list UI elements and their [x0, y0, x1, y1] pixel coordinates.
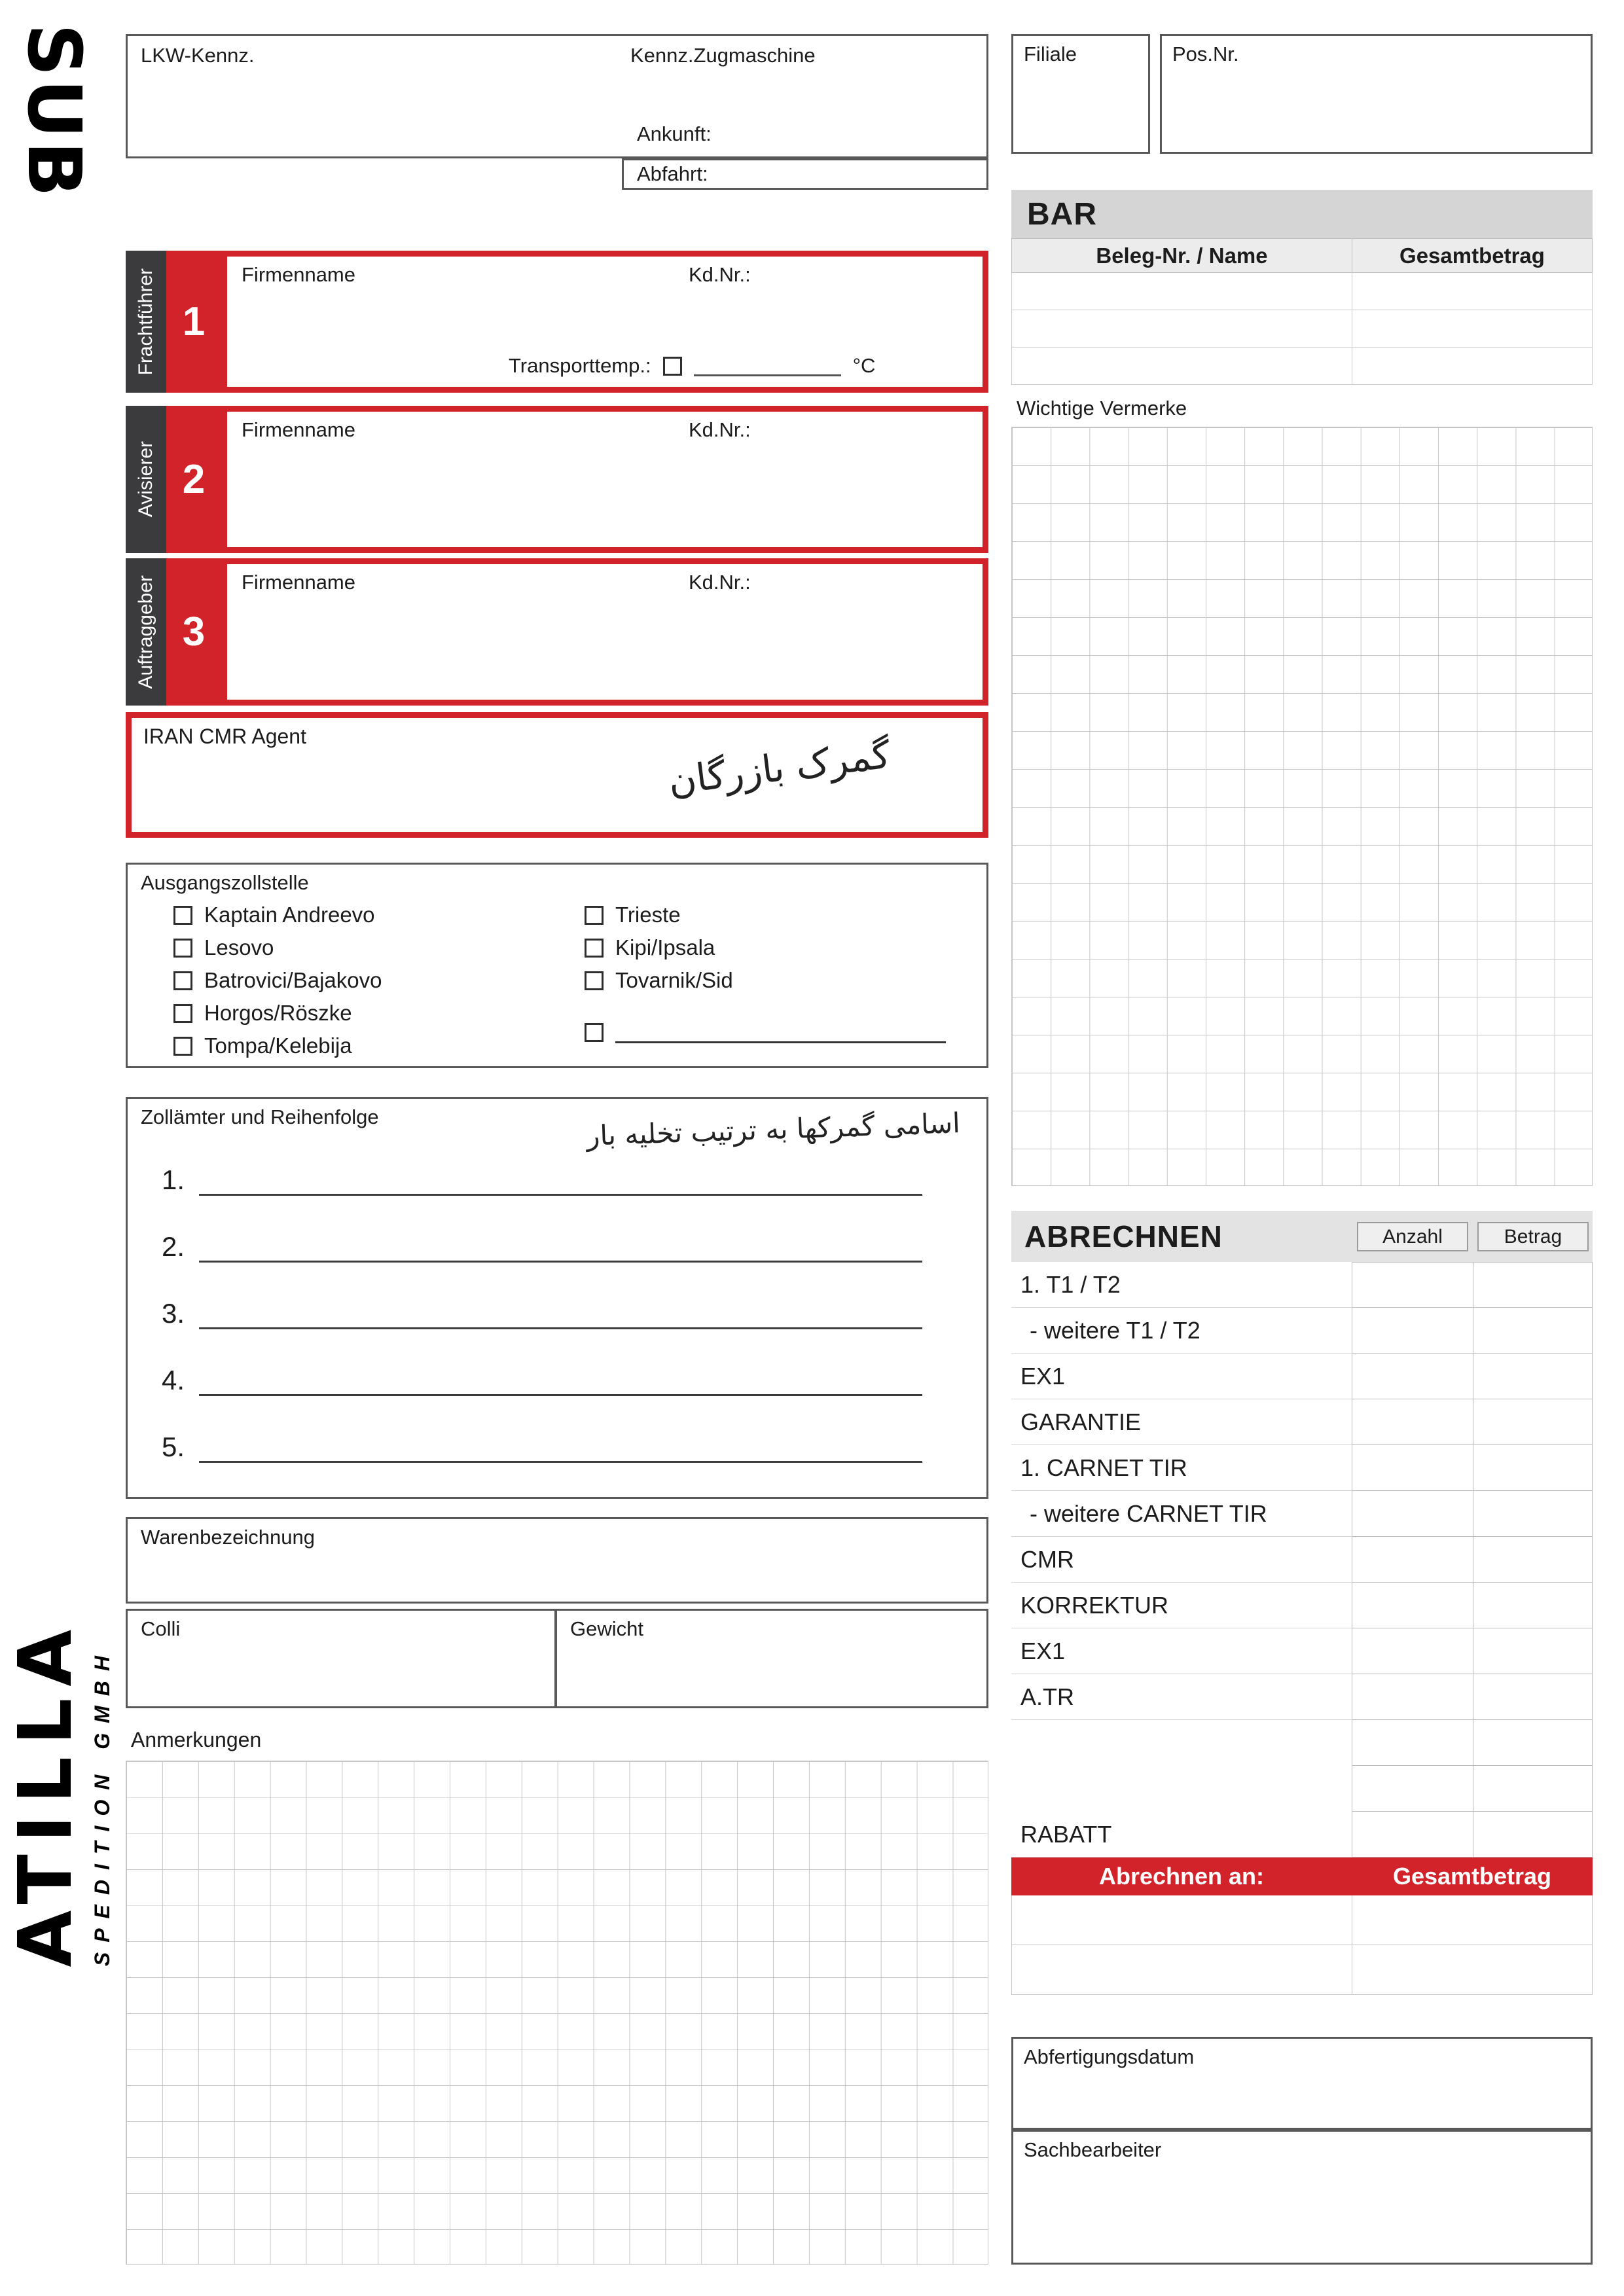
- zollstelle-checkbox[interactable]: [173, 906, 192, 925]
- anzahl-cell[interactable]: [1352, 1308, 1473, 1354]
- kdnr-label: Kd.Nr.:: [689, 571, 751, 594]
- iran-cmr-agent-box[interactable]: [126, 712, 988, 838]
- abrechnen-row: [1011, 1583, 1593, 1628]
- anzahl-cell[interactable]: [1352, 1720, 1473, 1766]
- zollstelle-other-field[interactable]: [615, 1022, 946, 1043]
- abrechnen-an-field[interactable]: [1012, 1895, 1352, 1945]
- abrechnen-row: [1011, 1354, 1593, 1399]
- betrag-cell[interactable]: [1473, 1720, 1593, 1766]
- anzahl-cell[interactable]: [1352, 1399, 1473, 1445]
- abrechnen-panel: [1011, 1211, 1593, 1995]
- avisierer-field-box[interactable]: [221, 406, 988, 553]
- beleg-nr-name-header: Beleg-Nr. / Name: [1012, 239, 1352, 272]
- anzahl-cell[interactable]: [1352, 1674, 1473, 1720]
- line-number: 2.: [162, 1231, 185, 1262]
- transporttemp-label: Transporttemp.:: [509, 354, 651, 377]
- auftraggeber-field-box[interactable]: [221, 558, 988, 706]
- wichtige-vermerke-label: Wichtige Vermerke: [1017, 397, 1187, 420]
- abrechnen-footer-bar: [1011, 1857, 1593, 1895]
- abfahrt-label: Abfahrt:: [637, 162, 708, 185]
- bar-header: [1011, 190, 1593, 238]
- celsius-label: °C: [852, 354, 876, 377]
- zollstelle-option: [173, 935, 274, 960]
- transporttemp-checkbox[interactable]: [663, 357, 682, 376]
- betrag-cell[interactable]: [1473, 1354, 1593, 1399]
- abrechnen-header: [1011, 1211, 1593, 1262]
- zollstelle-checkbox[interactable]: [585, 971, 604, 990]
- abfertigungsdatum-label: Abfertigungsdatum: [1024, 2045, 1195, 2068]
- line-number: 4.: [162, 1365, 185, 1395]
- zollamt-line: [162, 1362, 922, 1396]
- atilla-logo: ATILLA: [3, 1618, 88, 1967]
- sub-logo: SUB: [11, 24, 96, 200]
- abrechnen-row-label: KORREKTUR: [1011, 1583, 1352, 1628]
- zollstelle-option: [585, 968, 733, 993]
- beleg-amount-cell[interactable]: [1352, 310, 1592, 347]
- section-avisierer: [126, 406, 988, 553]
- abrechnen-title: ABRECHNEN: [1024, 1219, 1223, 1253]
- anzahl-column-header: Anzahl: [1357, 1222, 1468, 1251]
- truck-plate-box[interactable]: [126, 34, 988, 158]
- zollamt-line-field[interactable]: [199, 1164, 922, 1196]
- abrechnen-row-label: EX1: [1011, 1628, 1352, 1674]
- zollstelle-option: [585, 903, 681, 927]
- zollstelle-checkbox[interactable]: [173, 971, 192, 990]
- lkw-kennz-label: LKW-Kennz.: [141, 44, 255, 67]
- abrechnen-row-label: A.TR: [1011, 1674, 1352, 1720]
- avisierer-side-strip: [126, 406, 166, 553]
- abrechnen-row: [1011, 1491, 1593, 1537]
- colli-box[interactable]: [126, 1609, 556, 1708]
- vermerke-grid[interactable]: [1011, 427, 1593, 1186]
- abrechnen-row-label: EX1: [1011, 1354, 1352, 1399]
- zollstelle-option-label: Tompa/Kelebija: [204, 1033, 352, 1058]
- section-frachtfuehrer: [126, 251, 988, 393]
- abrechnen-row-label: 1. CARNET TIR: [1011, 1445, 1352, 1491]
- bar-table-row: [1011, 348, 1593, 385]
- gesamtbetrag-field[interactable]: [1352, 1895, 1592, 1945]
- anzahl-cell[interactable]: [1352, 1445, 1473, 1491]
- bar-table: [1011, 238, 1593, 385]
- anzahl-cell[interactable]: [1352, 1491, 1473, 1537]
- bar-title: BAR: [1027, 196, 1097, 232]
- abrechnen-row: [1011, 1812, 1593, 1857]
- zollstelle-checkbox[interactable]: [173, 1004, 192, 1023]
- zollamt-line-field[interactable]: [199, 1230, 922, 1263]
- abrechnen-row-label: - weitere CARNET TIR: [1011, 1491, 1352, 1537]
- zollstelle-option: [585, 935, 715, 960]
- abrechnen-an-label: Abrechnen an:: [1098, 1863, 1265, 1890]
- anzahl-cell[interactable]: [1352, 1537, 1473, 1583]
- abrechnen-rows: [1011, 1262, 1593, 1857]
- section-number-3: 3: [166, 558, 221, 706]
- ausgangszollstelle-title: Ausgangszollstelle: [141, 871, 309, 894]
- betrag-cell[interactable]: [1473, 1537, 1593, 1583]
- betrag-cell[interactable]: [1473, 1262, 1593, 1308]
- anzahl-cell[interactable]: [1352, 1628, 1473, 1674]
- betrag-column-header: Betrag: [1477, 1222, 1589, 1251]
- anzahl-cell[interactable]: [1352, 1766, 1473, 1812]
- sachbearbeiter-label: Sachbearbeiter: [1024, 2138, 1162, 2161]
- zollstelle-option: [173, 903, 375, 927]
- frachtfuehrer-label: Frachtführer: [135, 268, 156, 376]
- zollstelle-option: [173, 1001, 352, 1026]
- abrechnen-row: [1011, 1308, 1593, 1354]
- zugmaschine-label: Kennz.Zugmaschine: [630, 44, 816, 67]
- bar-table-row: [1011, 273, 1593, 310]
- zollamt-line: [162, 1162, 922, 1196]
- beleg-name-cell[interactable]: [1012, 310, 1352, 347]
- iran-handwriting: گمرک بازرگان: [665, 732, 893, 804]
- zollamt-line-field[interactable]: [199, 1431, 922, 1463]
- anmerkungen-label: Anmerkungen: [131, 1728, 262, 1751]
- abrechnen-row-label: CMR: [1011, 1537, 1352, 1583]
- zollstelle-option-label: Batrovici/Bajakovo: [204, 968, 382, 992]
- abfahrt-box[interactable]: [622, 158, 988, 190]
- zollstelle-option-label: Lesovo: [204, 935, 274, 960]
- betrag-cell[interactable]: [1473, 1308, 1593, 1354]
- zollstelle-checkbox[interactable]: [585, 939, 604, 958]
- abrechnen-row-label: RABATT: [1011, 1812, 1352, 1857]
- beleg-name-cell[interactable]: [1012, 348, 1352, 384]
- bar-table-row: [1011, 310, 1593, 348]
- kdnr-label: Kd.Nr.:: [689, 418, 751, 441]
- betrag-cell[interactable]: [1473, 1812, 1593, 1857]
- posnr-box[interactable]: [1160, 34, 1593, 154]
- transporttemp-row: [509, 354, 875, 378]
- line-number: 5.: [162, 1431, 185, 1462]
- kdnr-label: Kd.Nr.:: [689, 263, 751, 286]
- section-auftraggeber: [126, 558, 988, 706]
- firmenname-label: Firmenname: [242, 571, 355, 594]
- zollstelle-option: [173, 1033, 352, 1058]
- gewicht-label: Gewicht: [570, 1617, 643, 1640]
- zollaemter-title: Zollämter und Reihenfolge: [141, 1105, 379, 1128]
- betrag-cell[interactable]: [1473, 1445, 1593, 1491]
- betrag-cell[interactable]: [1473, 1583, 1593, 1628]
- ausgangszollstelle-box: [126, 863, 988, 1068]
- betrag-cell[interactable]: [1473, 1766, 1593, 1812]
- frachtfuehrer-side-strip: [126, 251, 166, 393]
- warenbezeichnung-box[interactable]: [126, 1517, 988, 1604]
- betrag-cell[interactable]: [1473, 1399, 1593, 1445]
- warenbezeichnung-label: Warenbezeichnung: [141, 1526, 315, 1549]
- gewicht-box[interactable]: [555, 1609, 988, 1708]
- zollstelle-checkbox[interactable]: [173, 939, 192, 958]
- abrechnen-row-label: [1011, 1720, 1352, 1766]
- abrechnen-row: [1011, 1445, 1593, 1491]
- anzahl-cell[interactable]: [1352, 1262, 1473, 1308]
- auftraggeber-label: Auftraggeber: [135, 575, 156, 689]
- abrechnen-total-row: [1011, 1895, 1593, 1945]
- betrag-cell[interactable]: [1473, 1491, 1593, 1537]
- zollamt-line-field[interactable]: [199, 1364, 922, 1396]
- zollstelle-checkbox[interactable]: [585, 906, 604, 925]
- auftraggeber-side-strip: [126, 558, 166, 706]
- abrechnen-row: [1011, 1628, 1593, 1674]
- abfertigungsdatum-box[interactable]: [1011, 2037, 1593, 2130]
- zollstelle-option: [173, 968, 382, 993]
- sachbearbeiter-box[interactable]: [1011, 2130, 1593, 2265]
- section-number-1: 1: [166, 251, 221, 393]
- anzahl-cell[interactable]: [1352, 1583, 1473, 1628]
- abrechnen-row-label: [1011, 1766, 1352, 1812]
- zollstelle-checkbox[interactable]: [173, 1037, 192, 1056]
- zollstelle-option-other: [585, 1022, 946, 1043]
- zollamt-line: [162, 1295, 922, 1329]
- bar-table-header: [1011, 238, 1593, 273]
- avisierer-label: Avisierer: [135, 441, 156, 518]
- transporttemp-value-field[interactable]: [694, 356, 841, 376]
- betrag-cell[interactable]: [1473, 1628, 1593, 1674]
- colli-label: Colli: [141, 1617, 181, 1640]
- posnr-label: Pos.Nr.: [1172, 43, 1239, 65]
- abrechnen-row-label: GARANTIE: [1011, 1399, 1352, 1445]
- zollstelle-option-label: Kaptain Andreevo: [204, 903, 375, 927]
- line-number: 3.: [162, 1298, 185, 1329]
- betrag-cell[interactable]: [1473, 1674, 1593, 1720]
- zollamt-line: [162, 1429, 922, 1463]
- beleg-name-cell[interactable]: [1012, 273, 1352, 310]
- abrechnen-row: [1011, 1720, 1593, 1766]
- gesamtbetrag-label: Gesamtbetrag: [1392, 1863, 1552, 1890]
- spedition-gmbh-logo: SPEDITION GMBH: [90, 1646, 114, 1967]
- zollamt-line: [162, 1229, 922, 1263]
- anzahl-cell[interactable]: [1352, 1812, 1473, 1857]
- zollstelle-option-label: Tovarnik/Sid: [615, 968, 733, 992]
- line-number: 1.: [162, 1164, 185, 1195]
- zollstelle-option-label: Trieste: [615, 903, 681, 927]
- abrechnen-row: [1011, 1674, 1593, 1720]
- abrechnen-row: [1011, 1262, 1593, 1308]
- anzahl-cell[interactable]: [1352, 1354, 1473, 1399]
- filiale-box[interactable]: [1011, 34, 1150, 154]
- abrechnen-row: [1011, 1537, 1593, 1583]
- iran-cmr-agent-label: IRAN CMR Agent: [143, 725, 306, 748]
- abrechnen-row: [1011, 1766, 1593, 1812]
- abrechnen-row-label: 1. T1 / T2: [1011, 1262, 1352, 1308]
- gesamtbetrag-field[interactable]: [1352, 1945, 1592, 1994]
- gesamtbetrag-header: Gesamtbetrag: [1399, 243, 1545, 268]
- firmenname-label: Firmenname: [242, 418, 355, 441]
- anmerkungen-grid[interactable]: [126, 1761, 988, 2265]
- zollamt-line-field[interactable]: [199, 1297, 922, 1329]
- abrechnen-an-field[interactable]: [1012, 1945, 1352, 1994]
- zollstelle-checkbox[interactable]: [585, 1023, 604, 1042]
- filiale-label: Filiale: [1024, 43, 1077, 65]
- abrechnen-row: [1011, 1399, 1593, 1445]
- abrechnen-total-row: [1011, 1945, 1593, 1995]
- firmenname-label: Firmenname: [242, 263, 355, 286]
- zollstelle-option-label: Horgos/Röszke: [204, 1001, 352, 1025]
- zollaemter-handwriting: اسامی گمرکها به ترتیب تخلیه بار: [586, 1107, 961, 1152]
- ankunft-label: Ankunft:: [637, 122, 712, 145]
- zollstelle-option-label: Kipi/Ipsala: [615, 935, 715, 960]
- beleg-amount-cell[interactable]: [1352, 348, 1592, 384]
- abrechnen-row-label: - weitere T1 / T2: [1011, 1308, 1352, 1354]
- frachtfuehrer-field-box[interactable]: [221, 251, 988, 393]
- section-number-2: 2: [166, 406, 221, 553]
- zollaemter-box: [126, 1097, 988, 1499]
- beleg-amount-cell[interactable]: [1352, 273, 1592, 310]
